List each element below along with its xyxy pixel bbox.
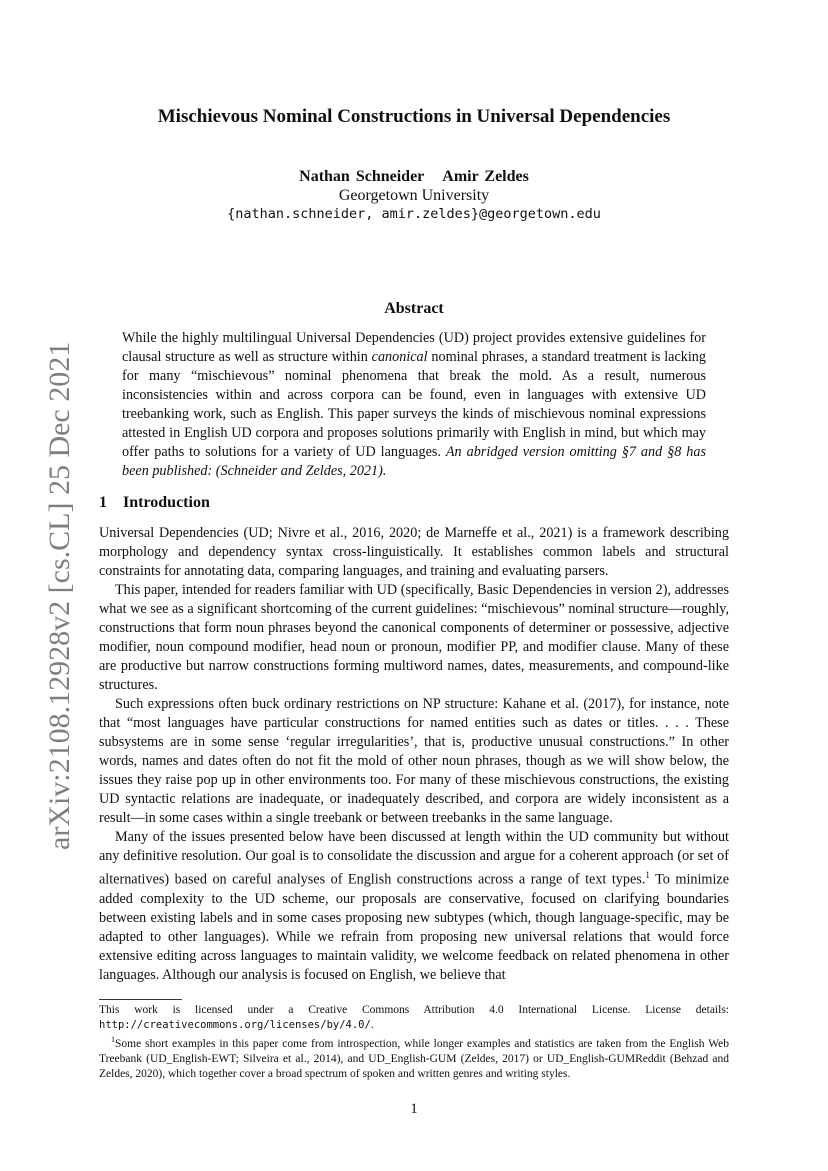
- page-number: 1: [410, 1101, 418, 1117]
- author-name: Amir Zeldes: [442, 168, 529, 185]
- abstract-heading: Abstract: [384, 300, 444, 317]
- section-heading: [99, 494, 210, 512]
- arxiv-identifier: arXiv:2108.12928v2 [cs.CL] 25 Dec 2021: [43, 341, 76, 850]
- section-number: 1: [99, 494, 107, 511]
- author-list: [0, 168, 828, 186]
- paragraph: Many of the issues presented below have been discussed at length within the UD community but without any definitive resolution. Our goal is to consolidate the discussion and argue for a coherent approach (or set of alternatives) based on careful analyses of English constructions across a range of text types.$^1$ To minimize added complexity to the UD scheme, our proposals are conservative, focused on clarifying boundaries between existing labels and in some cases proposing new subtypes (which, though language-specific, may be adapted to other languages). While we refrain from proposing new universal relations that would force extensive editing across languages to maintain validity, we welcome feedback on related phenomena in other languages. Although our analysis is focused on English, we believe that: [99, 829, 729, 983]
- author-name: Nathan Schneider: [299, 168, 425, 185]
- footnote-divider: [99, 999, 182, 1000]
- paragraph: This paper, intended for readers familiar with UD (specifically, Basic Dependencies in version 2), addresses what we see as a significant shortcoming of the current guidelines: “mischievous” nominal structure—roughly, constructions that form noun phrases beyond the canonical components of determiner or possessive, adjective modifier, noun compound modifier, head noun or pronoun, modifier PP, and modifier clause. Many of these are productive but narrow constructions forming multiword names, dates, measurements, and compound-like structures.: [99, 582, 729, 693]
- footnote-number: 1: [111, 1035, 115, 1044]
- paper-title: Mischievous Nominal Constructions in Universal Dependencies: [157, 106, 671, 127]
- author-email: {nathan.schneider, amir.zeldes}@georgetown.edu: [227, 206, 601, 222]
- footnote-marker[interactable]: 1: [645, 870, 650, 880]
- paragraph: Universal Dependencies (UD; Nivre et al., 2016, 2020; de Marneffe et al., 2021) is a framework describing morphology and dependency syntax cross-linguistically. It establishes common labels and structural constraints for annotating data, comparing languages, and training and evaluating parsers.: [99, 525, 729, 579]
- paragraph: Such expressions often buck ordinary restrictions on NP structure: Kahane et al. (2017), for instance, note that “most languages have particular constructions for named entities such as dates or titles. . . . These subsystems are in some sense ‘regular irregularities’, that is, productive unusual constructions.” In other words, names and dates often do not fit the mold of other noun phrases, though as we will show below, the issues they raise pop up in other environments too. For many of these mischievous constructions, the existing UD syntactic relations are inadequate, or inadequately described, and corpora are widely inconsistent as a result—in some cases within a single treebank or between treebanks in the same language.: [99, 696, 729, 826]
- abstract-body: While the highly multilingual Universal Dependencies (UD) project provides extensive guidelines for clausal structure as well as structure within canonical nominal phrases, a standard treatment is lacking for many “mischievous” nominal phenomena that break the mold. As a result, numerous inconsistencies within and across corpora can be found, even in languages with extensive UD treebanking work, such as English. This paper surveys the kinds of mischievous nominal expressions attested in English UD corpora and proposes solutions primarily with English in mind, but which may offer paths to solutions for a variety of UD languages. An abridged version omitting §7 and §8 has been published: (Schneider and Zeldes, 2021).: [122, 330, 706, 479]
- license-link[interactable]: http://creativecommons.org/licenses/by/4.0/: [99, 1019, 371, 1031]
- intro-body: [99, 524, 729, 985]
- footnote-1: $^1$Some short examples in this paper come from introspection, while longer examples and statistics are taken from the English Web Treebank (UD_English-EWT; Silveira et al., 2014), and UD_English-GUM (Zeldes, 2017) or UD_English-GUMReddit (Behzad and Zeldes, 2020), which together cover a broad spectrum of spoken and written genres and writing styles.: [99, 1035, 729, 1080]
- affiliation: Georgetown University: [338, 187, 490, 204]
- license-footnote: This work is licensed under a Creative Commons Attribution 4.0 International License. License details: http://creativecommons.org/licenses/by/4.0/.: [99, 1004, 729, 1031]
- section-title: Introduction: [123, 494, 210, 511]
